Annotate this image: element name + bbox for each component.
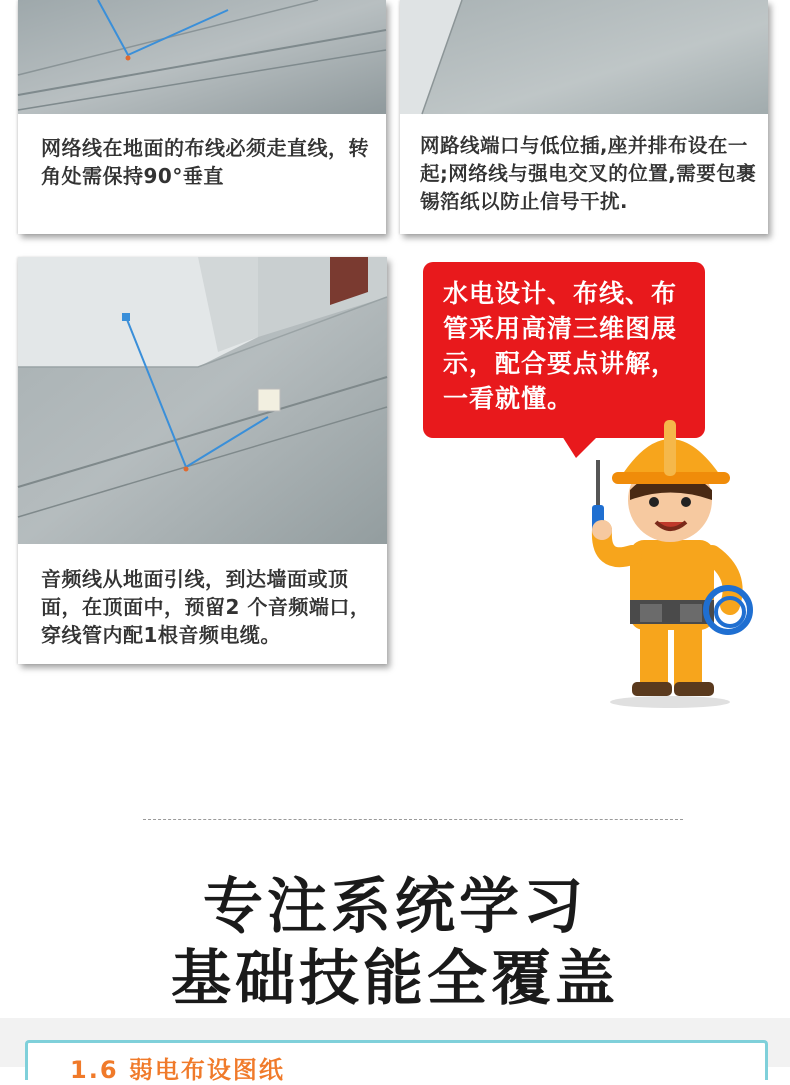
- card-caption: 音频线从地面引线，到达墙面或顶面，在顶面中，预留2 个音频端口，穿线管内配1根音频电缆。: [41, 567, 371, 647]
- card-caption: 网路线端口与低位插,座并排布设在一起;网络线与强电交叉的位置,需要包裹锡箔纸以防止信号干扰.: [420, 134, 757, 213]
- speech-bubble-text: 水电设计、布线、布管采用高清三维图展示，配合要点讲解，一看就懂。: [443, 279, 678, 413]
- wall-floor-render: [400, 0, 768, 114]
- tutorial-card: [18, 257, 387, 664]
- tutorial-card: [400, 0, 768, 234]
- headline-line-2: 基础技能全覆盖: [171, 944, 619, 1014]
- section-title: 1.6 弱电布设图纸: [70, 1056, 285, 1084]
- floor-wiring-render: [18, 0, 386, 114]
- tutorial-card: [18, 0, 386, 234]
- worker-mascot-illustration: [570, 390, 770, 710]
- headline-line-1: 专注系统学习: [203, 872, 587, 942]
- audio-wiring-render: [18, 257, 387, 544]
- dashed-divider: [143, 819, 683, 820]
- card-caption: 网络线在地面的布线必须走直线，转角处需保持90°垂直: [41, 136, 369, 188]
